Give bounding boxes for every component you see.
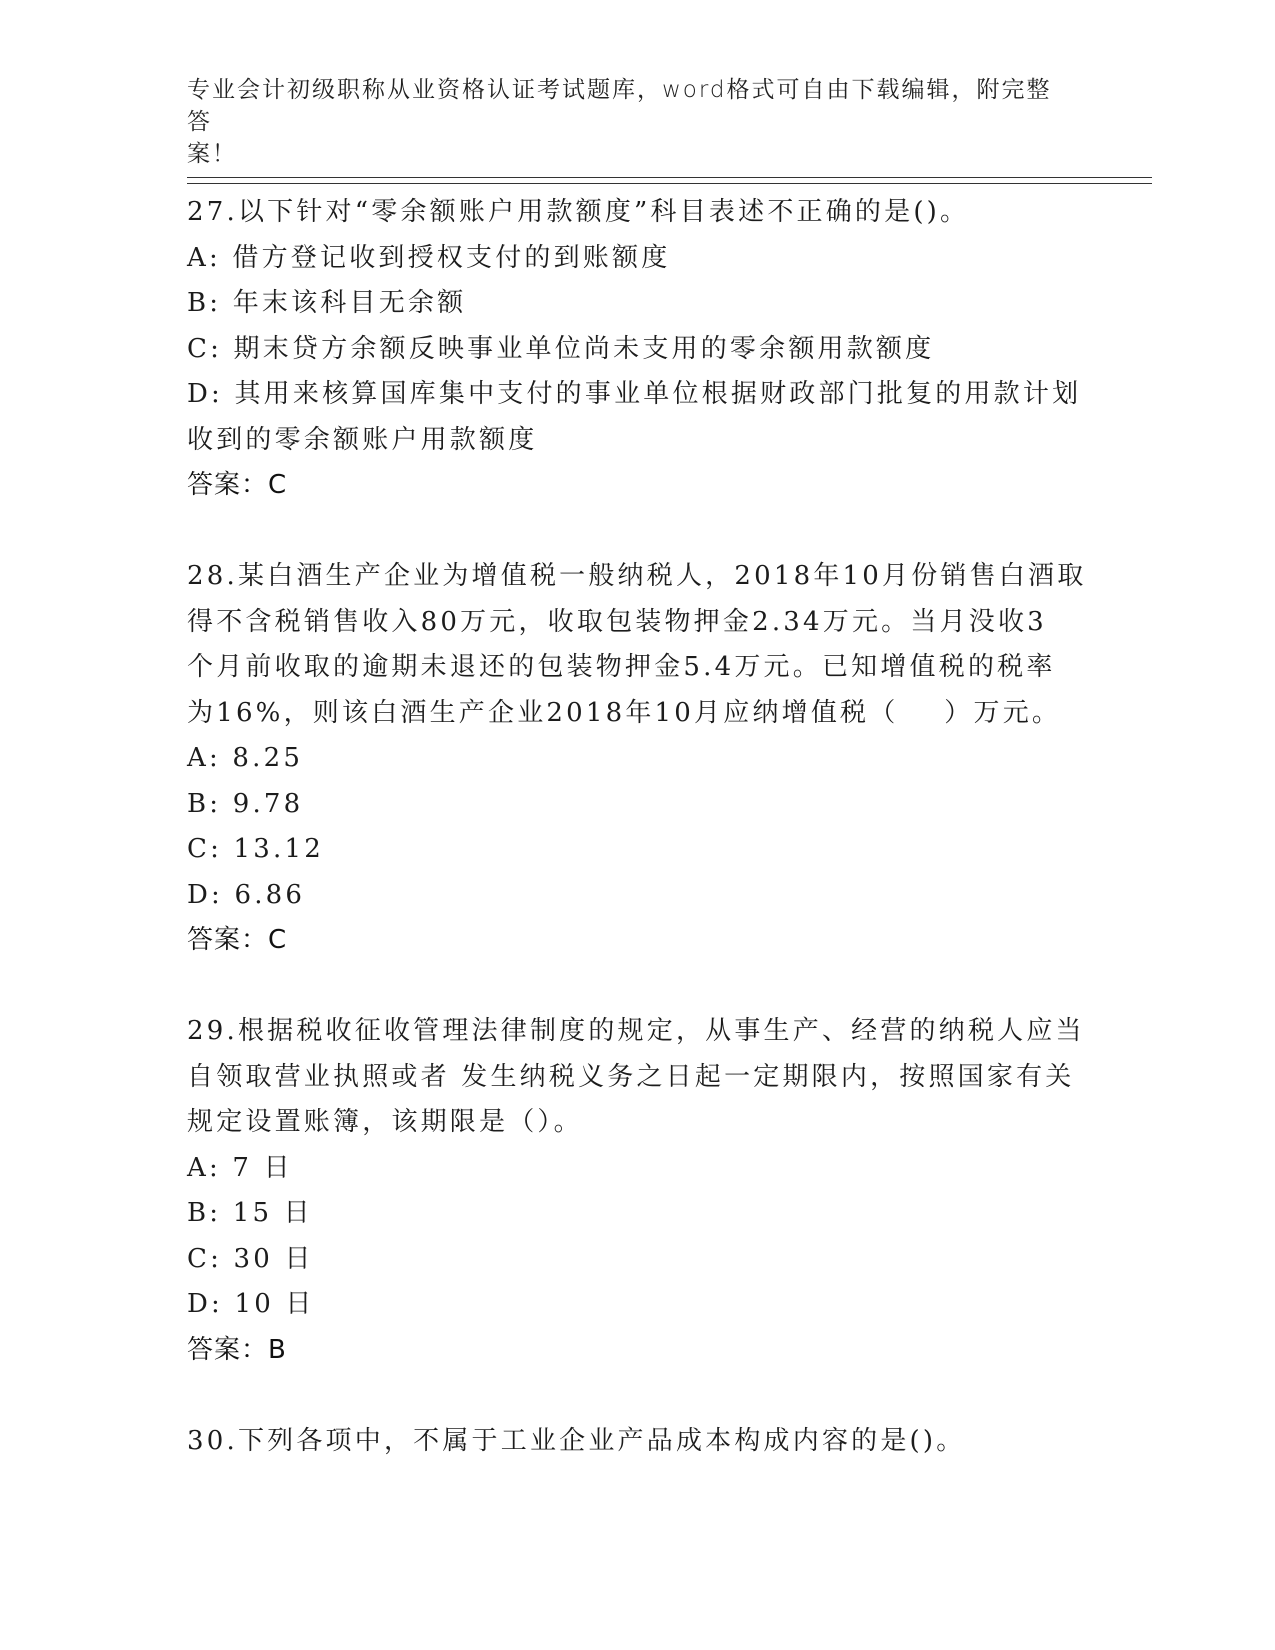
option-b: B: 15 日 (187, 1198, 313, 1228)
option-d: D: 其用来核算国库集中支付的事业单位根据财政部门批复的用款计划 (187, 379, 1082, 409)
question-stem: 得不含税销售收入80万元，收取包装物押金2.34万元。当月没收3 (187, 606, 1047, 637)
answer: 答案：B (187, 1334, 287, 1365)
question-stem: 个月前收取的逾期未退还的包装物押金5.4万元。已知增值税的税率 (187, 652, 1056, 682)
question-29 (187, 1009, 1087, 1373)
answer: 答案：C (187, 470, 288, 500)
option-d-continued: 收到的零余额账户用款额度 (187, 424, 538, 455)
option-a: A: 8.25 (187, 743, 304, 773)
option-b: B: 9.78 (187, 788, 304, 819)
option-c: C: 13.12 (187, 834, 324, 864)
header-line-2: 案！ (187, 141, 237, 167)
option-a: A: 7 日 (187, 1152, 293, 1183)
option-c: C: 30 日 (187, 1243, 314, 1274)
header-divider-top (187, 177, 1152, 178)
question-stem: 规定设置账簿，该期限是（）。 (187, 1107, 583, 1137)
header-divider-bottom (187, 183, 1152, 184)
option-c: C: 期末贷方余额反映事业单位尚未支用的零余额用款额度 (187, 333, 935, 364)
spacer (187, 964, 1087, 1010)
spacer (187, 1373, 1087, 1419)
question-stem: 自领取营业执照或者 发生纳税义务之日起一定期限内，按照国家有关 (187, 1061, 1075, 1092)
question-stem: 为16%，则该白酒生产企业2018年10月应纳增值税（ ）万元。 (187, 697, 1062, 728)
question-stem: 29.根据税收征收管理法律制度的规定，从事生产、经营的纳税人应当 (187, 1016, 1085, 1046)
option-a: A: 借方登记收到授权支付的到账额度 (187, 242, 671, 273)
question-stem: 30.下列各项中，不属于工业企业产品成本构成内容的是()。 (187, 1425, 966, 1456)
question-stem: 28.某白酒生产企业为增值税一般纳税人，2018年10月份销售白酒取 (187, 561, 1087, 591)
option-b: B: 年末该科目无余额 (187, 288, 467, 318)
question-28 (187, 554, 1087, 964)
question-27 (187, 190, 1087, 509)
question-list (187, 190, 1087, 1464)
document-header (187, 74, 1067, 170)
question-30 (187, 1419, 1087, 1465)
answer: 答案：C (187, 925, 288, 955)
header-line-1: 专业会计初级职称从业资格认证考试题库，word格式可自由下载编辑，附完整答 (187, 77, 1052, 135)
question-stem: 27.以下针对“零余额账户用款额度”科目表述不正确的是()。 (187, 197, 970, 227)
spacer (187, 509, 1087, 555)
option-d: D: 10 日 (187, 1289, 315, 1319)
option-d: D: 6.86 (187, 879, 306, 910)
